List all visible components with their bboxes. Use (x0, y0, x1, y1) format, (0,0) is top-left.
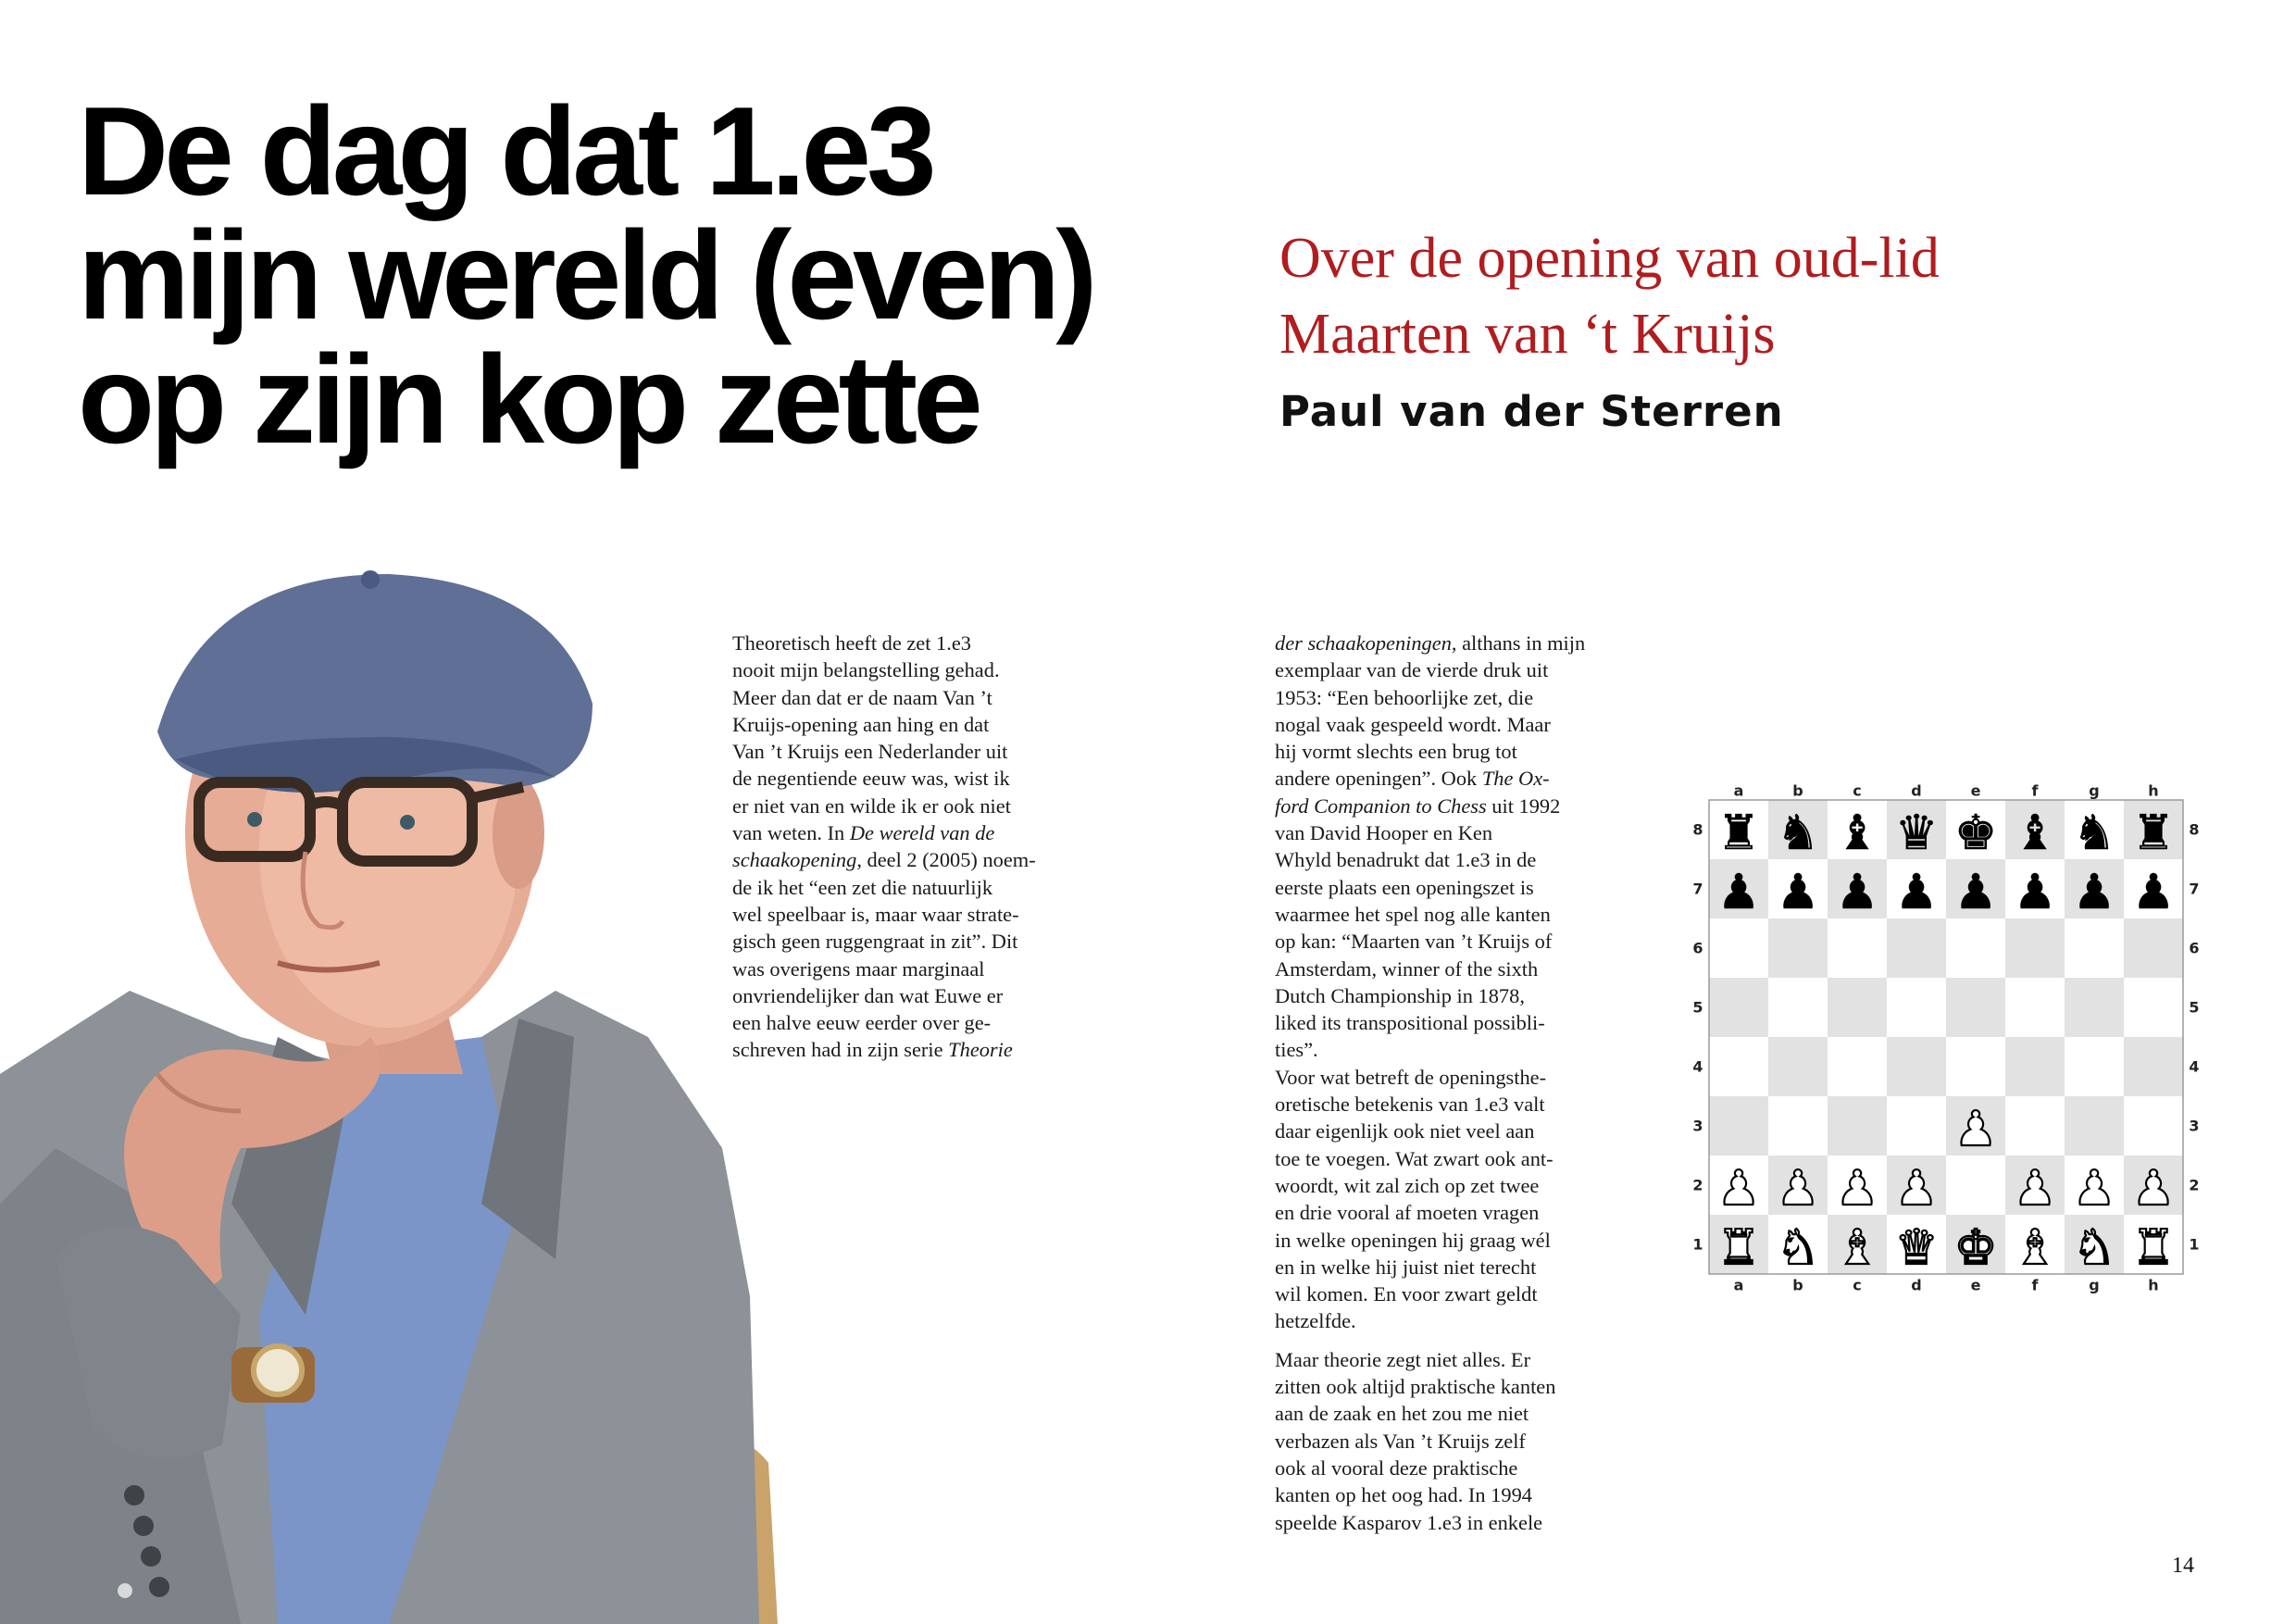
board-square-h4 (2124, 1037, 2183, 1096)
file-label-bottom: d (1911, 1276, 1922, 1294)
text-line: exemplaar van de vierde druk uit (1275, 658, 1549, 682)
text-line (1275, 630, 1590, 656)
black-king-icon: ♚ (1953, 806, 1998, 861)
black-pawn-icon: ♟ (1776, 865, 1820, 920)
rank-label-left: 1 (1692, 1235, 1703, 1254)
black-pawn-icon: ♟ (1894, 865, 1939, 920)
book-title: ford Companion to Chess (1275, 793, 1487, 818)
file-label-top: g (2089, 781, 2100, 800)
white-pawn-icon: ♟ (2072, 1161, 2116, 1217)
black-pawn-icon: ♟ (2131, 865, 2176, 920)
black-rook-icon: ♜ (1716, 806, 1761, 861)
subtitle-line: Maarten van ‘t Kruijs (1279, 303, 1776, 366)
file-label-bottom: b (1792, 1276, 1803, 1294)
board-square-b4 (1768, 1037, 1828, 1096)
board-square-h5 (2124, 978, 2183, 1037)
file-label-top: b (1792, 781, 1803, 800)
text-line: ook al vooral deze praktische (1275, 1455, 1518, 1480)
black-pawn-icon: ♟ (2072, 865, 2116, 920)
text-line (732, 819, 1047, 846)
title-line: De dag dat 1.e3 (78, 81, 932, 221)
text-line: toe te voegen. Wat zwart ook ant- (1275, 1146, 1554, 1170)
board-square-b3 (1768, 1096, 1828, 1156)
rank-label-left: 8 (1692, 820, 1703, 839)
rank-label-right: 1 (2189, 1235, 2200, 1254)
paragraph (732, 630, 1047, 1064)
text-line: was overigens maar marginaal (732, 956, 985, 981)
title-line: mijn wereld (even) (78, 205, 1093, 345)
file-label-bottom: f (2031, 1276, 2039, 1294)
board-square-e6 (1946, 918, 2005, 978)
rank-label-right: 4 (2189, 1057, 2200, 1076)
white-rook-icon: ♜ (1716, 1220, 1761, 1276)
text-line: Maar theorie zegt niet alles. Er (1275, 1347, 1531, 1371)
black-pawn-icon: ♟ (1716, 865, 1761, 920)
text-span: van weten. In (732, 821, 845, 845)
board-square-e5 (1946, 978, 2005, 1037)
text-line: gisch geen ruggengraat in zit”. Dit (732, 930, 1018, 954)
white-pawn-icon: ♟ (1776, 1161, 1820, 1217)
board-square-e2 (1946, 1156, 2005, 1215)
author-name: Paul van der Sterren (1279, 387, 1784, 436)
white-bishop-icon: ♝ (2013, 1220, 2057, 1276)
file-label-top: d (1911, 781, 1922, 800)
text-line: Voor wat betreft de openingsthe- (1275, 1065, 1547, 1089)
text-line: hij vormt slechts een brug tot (1275, 740, 1517, 764)
portrait-photo (0, 556, 778, 1624)
text-span: , althans in mijn (1451, 631, 1586, 655)
book-title: De wereld van de (849, 821, 995, 845)
file-label-bottom: a (1733, 1276, 1744, 1294)
text-span: schreven had in zijn serie (732, 1038, 943, 1062)
board-square-b5 (1768, 978, 1828, 1037)
white-king-icon: ♚ (1953, 1220, 1998, 1276)
text-line: in welke openingen hij graag wél (1275, 1228, 1551, 1252)
black-queen-icon: ♛ (1894, 806, 1939, 861)
chessboard (1687, 778, 2205, 1296)
black-bishop-icon: ♝ (1835, 806, 1879, 861)
text-line: Kruijs-opening aan hing en dat (732, 712, 990, 736)
board-square-c3 (1828, 1096, 1887, 1156)
book-title: der schaakopeningen (1275, 631, 1452, 655)
text-line: kanten op het oog had. In 1994 (1275, 1483, 1532, 1507)
paragraph (1275, 630, 1590, 1335)
title-line: op zijn kop zette (78, 329, 979, 469)
text-line: Van ’t Kruijs een Nederlander uit (732, 740, 1008, 764)
text-line: 1953: “Een behoorlijke zet, die (1275, 685, 1534, 709)
text-span: , deel 2 (2005) noem- (856, 848, 1036, 872)
file-label-top: c (1853, 781, 1862, 800)
article-subtitle (1279, 220, 1940, 372)
rank-label-right: 8 (2189, 820, 2200, 839)
board-square-g3 (2065, 1096, 2124, 1156)
text-line (732, 1036, 1047, 1063)
file-label-bottom: h (2148, 1276, 2159, 1294)
text-line: onvriendelijker dan wat Euwe er (732, 983, 1004, 1007)
text-line: verbazen als Van ’t Kruijs zelf (1275, 1429, 1526, 1453)
text-line: wil komen. En voor zwart geldt (1275, 1282, 1538, 1306)
rank-label-left: 6 (1692, 939, 1703, 957)
rank-label-left: 3 (1692, 1117, 1703, 1135)
black-knight-icon: ♞ (2072, 806, 2116, 861)
white-bishop-icon: ♝ (1835, 1220, 1879, 1276)
board-square-f3 (2005, 1096, 2065, 1156)
text-line (1275, 765, 1590, 792)
text-column-2 (1275, 630, 1590, 1536)
board-square-c5 (1828, 978, 1887, 1037)
board-square-f5 (2005, 978, 2065, 1037)
file-label-top: a (1733, 781, 1744, 800)
text-line: Meer dan dat er de naam Van ’t (732, 685, 992, 709)
book-title: Theorie (948, 1038, 1013, 1062)
board-square-b6 (1768, 918, 1828, 978)
text-line: ties”. (1275, 1038, 1318, 1062)
board-square-h3 (2124, 1096, 2183, 1156)
text-line: zitten ook altijd praktische kanten (1275, 1375, 1556, 1399)
text-line: eerste plaats een openingszet is (1275, 875, 1534, 899)
white-pawn-icon: ♟ (2131, 1161, 2176, 1217)
file-label-bottom: c (1853, 1276, 1862, 1294)
text-line: en drie vooral af moeten vragen (1275, 1201, 1540, 1225)
text-line: nooit mijn belangstelling gehad. (732, 658, 1000, 682)
rank-label-left: 7 (1692, 880, 1703, 898)
white-pawn-icon: ♟ (1716, 1161, 1761, 1217)
text-line: en in welke hij juist niet terecht (1275, 1255, 1537, 1279)
text-line: waarmee het spel nog alle kanten (1275, 902, 1551, 926)
book-title: The Ox- (1481, 767, 1550, 791)
black-pawn-icon: ♟ (1835, 865, 1879, 920)
text-line (1275, 793, 1590, 819)
board-square-d3 (1887, 1096, 1946, 1156)
board-square-e4 (1946, 1037, 2005, 1096)
book-title: schaakopening (732, 848, 857, 872)
board-square-f4 (2005, 1037, 2065, 1096)
white-pawn-icon: ♟ (1894, 1161, 1939, 1217)
text-line: de ik het “een zet die natuurlijk (732, 875, 993, 899)
black-pawn-icon: ♟ (2013, 865, 2057, 920)
text-line: speelde Kasparov 1.e3 in enkele (1275, 1510, 1543, 1534)
text-line: hetzelfde. (1275, 1309, 1356, 1333)
text-span: uit 1992 (1486, 793, 1561, 818)
board-square-g6 (2065, 918, 2124, 978)
rank-label-right: 3 (2189, 1117, 2200, 1135)
text-line (732, 846, 1047, 873)
text-line: de negentiende eeuw was, wist ik (732, 767, 1010, 791)
black-knight-icon: ♞ (1776, 806, 1820, 861)
article-title (78, 81, 1093, 469)
rank-label-right: 7 (2189, 880, 2200, 898)
board-square-g5 (2065, 978, 2124, 1037)
paragraph (1275, 1346, 1590, 1536)
text-column-1 (732, 630, 1047, 1064)
board-square-d4 (1887, 1037, 1946, 1096)
rank-label-left: 5 (1692, 998, 1703, 1017)
white-rook-icon: ♜ (2131, 1220, 2176, 1276)
board-square-h6 (2124, 918, 2183, 978)
board-square-a5 (1709, 978, 1768, 1037)
file-label-bottom: e (1970, 1276, 1981, 1294)
file-label-bottom: g (2089, 1276, 2100, 1294)
black-bishop-icon: ♝ (2013, 806, 2057, 861)
text-line: er niet van en wilde ik er ook niet (732, 793, 1011, 818)
file-label-top: e (1970, 781, 1981, 800)
board-square-d5 (1887, 978, 1946, 1037)
rank-label-left: 4 (1692, 1057, 1703, 1076)
rank-label-right: 6 (2189, 939, 2200, 957)
white-pawn-icon: ♟ (1835, 1161, 1879, 1217)
board-square-c4 (1828, 1037, 1887, 1096)
rank-label-left: 2 (1692, 1176, 1703, 1194)
white-knight-icon: ♞ (2072, 1220, 2116, 1276)
white-queen-icon: ♛ (1894, 1220, 1939, 1276)
text-line: Dutch Championship in 1878, (1275, 983, 1525, 1007)
text-line: daar eigenlijk ook niet veel aan (1275, 1119, 1535, 1143)
text-line: een halve eeuw eerder over ge- (732, 1011, 992, 1035)
white-knight-icon: ♞ (1776, 1220, 1820, 1276)
white-pawn-icon: ♟ (1953, 1102, 1998, 1157)
text-line: woordt, wit zal zich op zet twee (1275, 1173, 1540, 1197)
text-span: andere openingen”. Ook (1275, 767, 1478, 791)
chess-diagram (1687, 778, 2205, 1296)
file-label-top: f (2031, 781, 2039, 800)
text-line: oretische betekenis van 1.e3 valt (1275, 1093, 1545, 1117)
board-square-g4 (2065, 1037, 2124, 1096)
board-square-c6 (1828, 918, 1887, 978)
text-line: nogal vaak gespeeld wordt. Maar (1275, 712, 1551, 736)
text-line: Theoretisch heeft de zet 1.e3 (732, 631, 971, 655)
file-label-top: h (2148, 781, 2159, 800)
text-line: liked its transpositional possibli- (1275, 1011, 1545, 1035)
black-rook-icon: ♜ (2131, 806, 2176, 861)
board-square-a3 (1709, 1096, 1768, 1156)
text-line: aan de zaak en het zou me niet (1275, 1402, 1529, 1426)
rank-label-right: 2 (2189, 1176, 2200, 1194)
text-line: Amsterdam, winner of the sixth (1275, 956, 1539, 981)
text-line: van David Hooper en Ken (1275, 821, 1493, 845)
board-square-a4 (1709, 1037, 1768, 1096)
text-line: wel speelbaar is, maar waar strate- (732, 902, 1019, 926)
text-line: op kan: “Maarten van ’t Kruijs of (1275, 930, 1553, 954)
black-pawn-icon: ♟ (1953, 865, 1998, 920)
white-pawn-icon: ♟ (2013, 1161, 2057, 1217)
rank-label-right: 5 (2189, 998, 2200, 1017)
text-line: Whyld benadrukt dat 1.e3 in de (1275, 848, 1537, 872)
board-square-a6 (1709, 918, 1768, 978)
page-number: 14 (2172, 1554, 2194, 1578)
subtitle-line: Over de opening van oud-lid (1279, 227, 1940, 290)
board-square-f6 (2005, 918, 2065, 978)
board-square-d6 (1887, 918, 1946, 978)
